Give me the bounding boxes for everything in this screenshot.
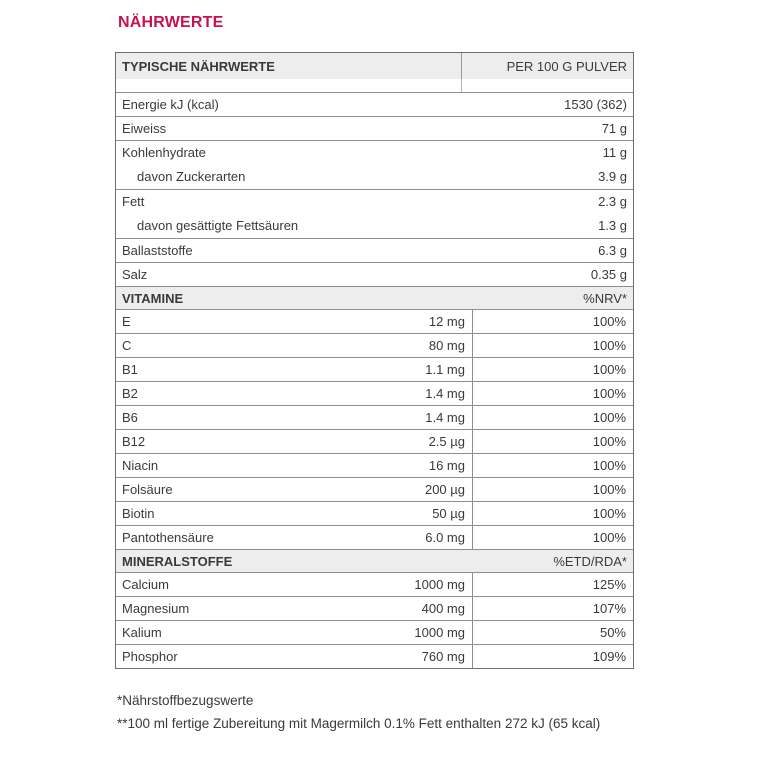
table-header-label: TYPISCHE NÄHRWERTE bbox=[116, 53, 462, 79]
row-sub-value: 1.3 g bbox=[598, 218, 627, 233]
section-unit: %NRV* bbox=[583, 290, 627, 306]
table-row-salz bbox=[116, 262, 633, 286]
row-label: E bbox=[122, 314, 131, 329]
mineral-cell bbox=[116, 621, 473, 644]
row-sub-label: davon Zuckerarten bbox=[137, 169, 246, 184]
table-row-vitamin-b1 bbox=[116, 357, 633, 381]
table-row-phosphor bbox=[116, 644, 633, 668]
table-row-ballaststoffe bbox=[116, 238, 633, 262]
row-amount: 50 µg bbox=[432, 506, 465, 521]
table-row-folsaeure bbox=[116, 477, 633, 501]
table-row-fett bbox=[116, 189, 633, 238]
table-row-pantothensaeure bbox=[116, 525, 633, 549]
row-amount: 1000 mg bbox=[414, 577, 465, 592]
row-nrv: 100% bbox=[592, 314, 626, 329]
table-row-vitamin-c bbox=[116, 333, 633, 357]
mineral-cell bbox=[116, 597, 473, 620]
row-nrv: 100% bbox=[592, 482, 626, 497]
row-label: Ballaststoffe bbox=[122, 243, 193, 258]
row-label: Niacin bbox=[122, 458, 159, 473]
vitamin-cell bbox=[116, 454, 473, 477]
row-nrv: 100% bbox=[592, 458, 626, 473]
row-amount: 1.4 mg bbox=[425, 410, 465, 425]
table-row-magnesium bbox=[116, 596, 633, 620]
row-value: 2.3 g bbox=[598, 194, 627, 209]
section-label: VITAMINE bbox=[122, 290, 184, 306]
section-unit: %ETD/RDA* bbox=[553, 553, 627, 569]
row-value: 71 g bbox=[601, 121, 627, 136]
row-labels bbox=[122, 141, 245, 189]
row-label: B1 bbox=[122, 362, 138, 377]
minerals-header-row bbox=[116, 549, 633, 572]
row-amount: 1.4 mg bbox=[425, 386, 465, 401]
row-nrv: 50% bbox=[599, 625, 626, 640]
row-label: B6 bbox=[122, 410, 138, 425]
row-value: 11 g bbox=[602, 145, 627, 160]
row-values bbox=[598, 190, 627, 238]
row-nrv: 109% bbox=[592, 649, 626, 664]
row-nrv: 100% bbox=[592, 362, 626, 377]
table-row-energie bbox=[116, 92, 633, 116]
row-amount: 400 mg bbox=[421, 601, 465, 616]
vitamin-cell bbox=[116, 430, 473, 453]
table-row-vitamin-b6 bbox=[116, 405, 633, 429]
row-value: 0.35 g bbox=[590, 267, 627, 282]
row-label: Kalium bbox=[122, 625, 162, 640]
table-header-unit: PER 100 G PULVER bbox=[506, 58, 627, 74]
footnote-nrv: *Nährstoffbezugswerte bbox=[117, 693, 254, 708]
table-row-calcium bbox=[116, 572, 633, 596]
row-amount: 200 µg bbox=[424, 482, 465, 497]
row-nrv: 100% bbox=[592, 386, 626, 401]
row-label: Magnesium bbox=[122, 601, 190, 616]
row-value: 6.3 g bbox=[598, 243, 627, 258]
row-nrv: 100% bbox=[592, 506, 626, 521]
vitamin-cell bbox=[116, 406, 473, 429]
table-row-niacin bbox=[116, 453, 633, 477]
row-label: Calcium bbox=[122, 577, 169, 592]
vitamins-header-row bbox=[116, 286, 633, 309]
vitamin-cell bbox=[116, 382, 473, 405]
vitamin-cell bbox=[116, 478, 473, 501]
vitamin-cell bbox=[116, 334, 473, 357]
row-label: Eiweiss bbox=[122, 121, 167, 136]
row-label: B12 bbox=[122, 434, 146, 449]
row-amount: 1.1 mg bbox=[425, 362, 465, 377]
row-label: Kohlenhydrate bbox=[122, 145, 206, 160]
row-label: C bbox=[122, 338, 132, 353]
table-header-spacer bbox=[116, 79, 633, 92]
row-nrv: 100% bbox=[592, 530, 626, 545]
row-label: Folsäure bbox=[122, 482, 173, 497]
row-amount: 760 mg bbox=[421, 649, 465, 664]
row-label: Salz bbox=[122, 267, 148, 282]
row-sub-value: 3.9 g bbox=[598, 169, 627, 184]
footnotes bbox=[117, 693, 600, 739]
nutrition-table bbox=[115, 52, 634, 669]
vitamin-cell bbox=[116, 502, 473, 525]
table-row-vitamin-e bbox=[116, 309, 633, 333]
table-row-eiweiss bbox=[116, 116, 633, 140]
row-nrv: 107% bbox=[592, 601, 626, 616]
row-label: Biotin bbox=[122, 506, 155, 521]
mineral-cell bbox=[116, 573, 473, 596]
section-label: MINERALSTOFFE bbox=[122, 553, 233, 569]
footnote-preparation: **100 ml fertige Zubereitung mit Magermilch 0.1% Fett enthalten 272 kJ (65 kcal) bbox=[117, 716, 601, 731]
row-label: Phosphor bbox=[122, 649, 178, 664]
table-row-biotin bbox=[116, 501, 633, 525]
row-label: Fett bbox=[122, 194, 145, 209]
vitamin-cell bbox=[116, 310, 473, 333]
row-nrv: 100% bbox=[592, 410, 626, 425]
spacer-left-cell bbox=[116, 79, 462, 92]
mineral-cell bbox=[116, 645, 473, 668]
vitamin-cell bbox=[116, 358, 473, 381]
table-row-kalium bbox=[116, 620, 633, 644]
table-row-vitamin-b12 bbox=[116, 429, 633, 453]
page-title: NÄHRWERTE bbox=[118, 14, 224, 31]
row-amount: 2.5 µg bbox=[428, 434, 465, 449]
row-amount: 12 mg bbox=[428, 314, 465, 329]
row-amount: 80 mg bbox=[428, 338, 465, 353]
row-sub-label: davon gesättigte Fettsäuren bbox=[137, 218, 299, 233]
row-amount: 16 mg bbox=[428, 458, 465, 473]
row-amount: 1000 mg bbox=[414, 625, 465, 640]
row-label: B2 bbox=[122, 386, 138, 401]
row-value: 1530 (362) bbox=[564, 97, 627, 112]
row-labels bbox=[122, 190, 298, 238]
row-amount: 6.0 mg bbox=[425, 530, 465, 545]
table-row-vitamin-b2 bbox=[116, 381, 633, 405]
table-row-kohlenhydrate bbox=[116, 140, 633, 189]
row-label: Pantothensäure bbox=[122, 530, 214, 545]
row-label: Energie kJ (kcal) bbox=[122, 97, 219, 112]
row-nrv: 100% bbox=[592, 434, 626, 449]
row-nrv: 100% bbox=[592, 338, 626, 353]
row-nrv: 125% bbox=[592, 577, 626, 592]
table-header-row bbox=[116, 53, 633, 79]
row-values bbox=[598, 141, 627, 189]
vitamin-cell bbox=[116, 526, 473, 549]
